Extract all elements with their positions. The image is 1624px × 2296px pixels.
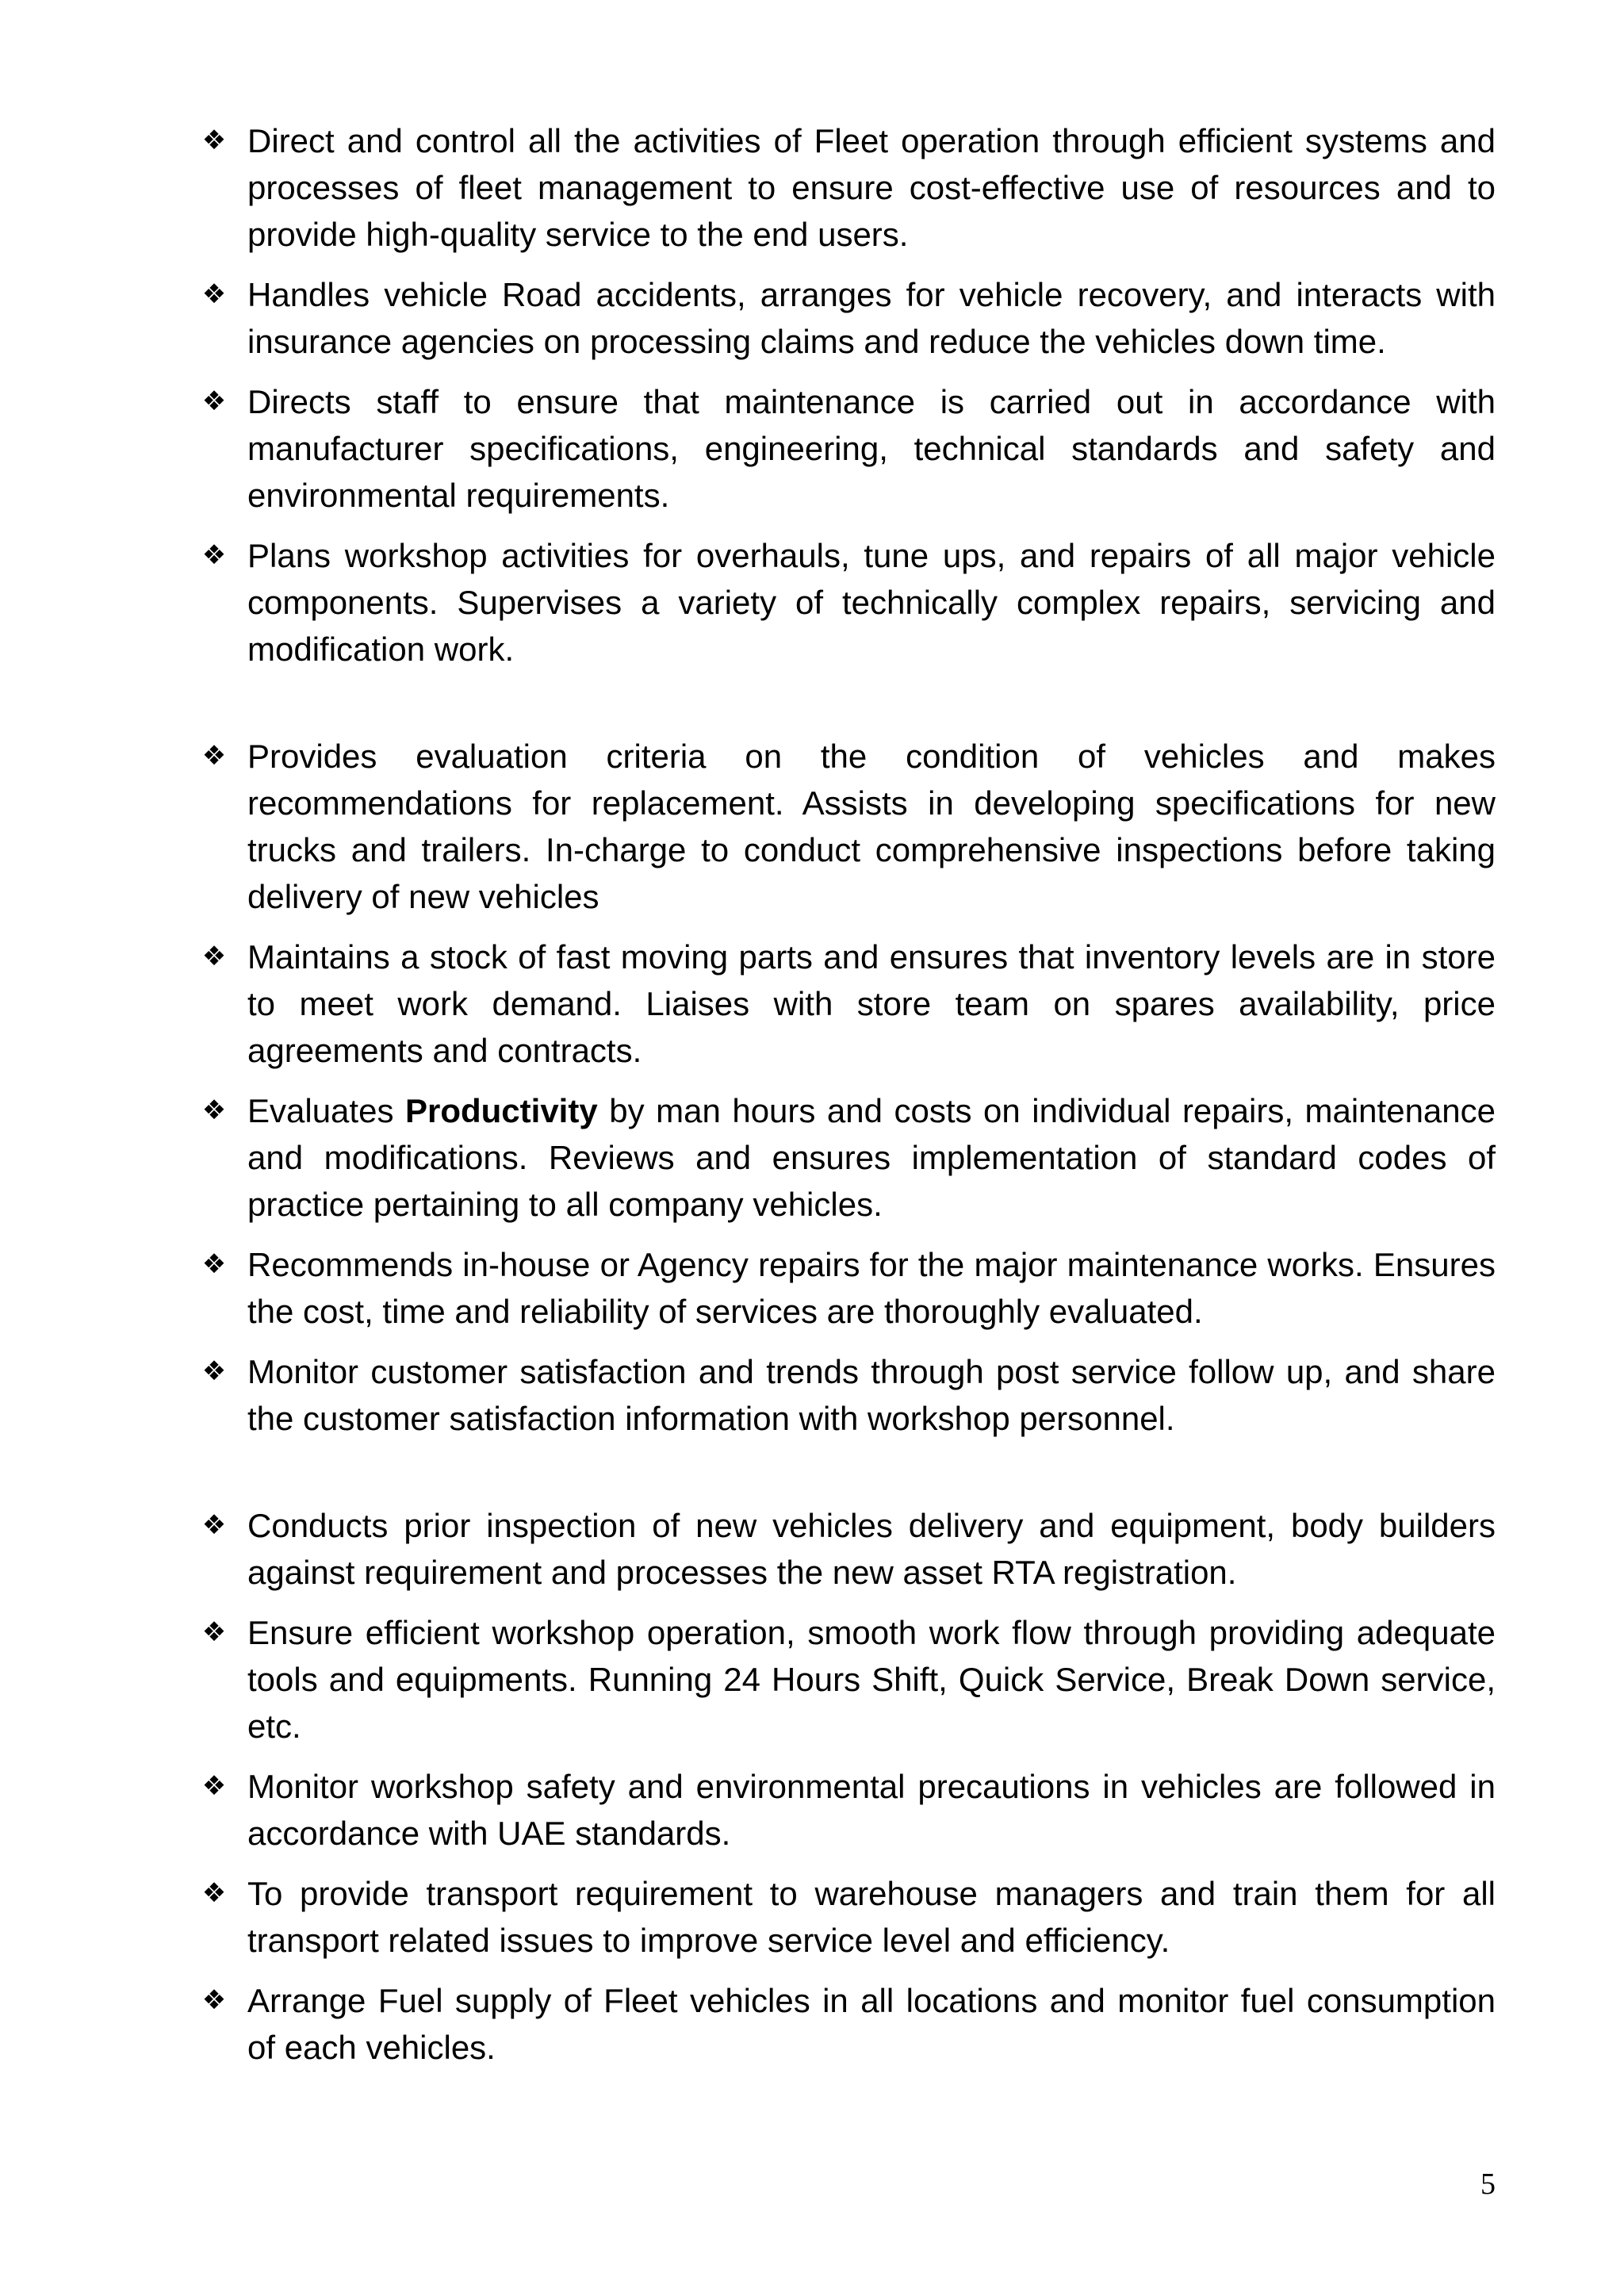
list-item	[198, 1348, 1496, 1442]
four-diamond-bullet-icon: ❖	[201, 385, 227, 417]
list-item	[198, 1087, 1496, 1228]
list-item-text: Plans workshop activities for overhauls, tune ups, and repairs of all major vehicle components. Supervises a variety of technically complex repairs, servicing and modification work.	[247, 537, 1496, 668]
four-diamond-bullet-icon: ❖	[201, 1355, 227, 1387]
list-item	[198, 271, 1496, 365]
list-item	[198, 532, 1496, 673]
list-item	[198, 1609, 1496, 1750]
four-diamond-bullet-icon: ❖	[201, 1509, 227, 1541]
four-diamond-bullet-icon: ❖	[201, 125, 227, 156]
list-item-text: To provide transport requirement to warehouse managers and train them for all transport related issues to improve service level and efficiency.	[247, 1875, 1496, 1959]
list-item-text-rest: by man hours and costs on individual repairs, maintenance and modifications. Reviews and ensures implementation of standard codes of practice pertaining to all company vehicles.	[247, 1092, 1496, 1223]
four-diamond-bullet-icon: ❖	[201, 1877, 227, 1909]
list-item	[198, 1763, 1496, 1857]
list-item	[198, 117, 1496, 258]
four-diamond-bullet-icon: ❖	[201, 539, 227, 571]
page-number: 5	[1480, 2168, 1496, 2201]
list-item-text: Directs staff to ensure that maintenance is carried out in accordance with manufacturer specifications, engineering, technical standards and safety and environmental requirements.	[247, 383, 1496, 514]
four-diamond-bullet-icon: ❖	[201, 278, 227, 310]
responsibilities-list	[198, 117, 1496, 2084]
productivity-emphasis: Productivity	[404, 1092, 598, 1129]
list-item-text: Arrange Fuel supply of Fleet vehicles in all locations and monitor fuel consumption of each vehicles.	[247, 1982, 1496, 2066]
four-diamond-bullet-icon: ❖	[201, 1616, 227, 1648]
four-diamond-bullet-icon: ❖	[201, 740, 227, 772]
four-diamond-bullet-icon: ❖	[201, 1248, 227, 1280]
list-item-text: Provides evaluation criteria on the condition of vehicles and makes recommendations for replacement. Assists in developing specifications for new trucks and trailers. In-charge to conduct comprehensive inspections before taking delivery of new vehicles	[247, 738, 1496, 915]
list-item	[198, 378, 1496, 519]
list-item	[198, 1241, 1496, 1335]
list-item	[198, 1870, 1496, 1964]
four-diamond-bullet-icon: ❖	[201, 1984, 227, 2016]
list-item-text: Ensure efficient workshop operation, smooth work flow through providing adequate tools and equipments. Running 24 Hours Shift, Quick Service, Break Down service, etc.	[247, 1614, 1496, 1745]
four-diamond-bullet-icon: ❖	[201, 941, 227, 972]
list-item-text: Conducts prior inspection of new vehicles delivery and equipment, body builders against requirement and processes the new asset RTA registration.	[247, 1507, 1496, 1591]
list-item-text-lead: Evaluates	[247, 1092, 405, 1129]
list-item-text: Recommends in-house or Agency repairs for the major maintenance works. Ensures the cost, time and reliability of services are thoroughly evaluated.	[247, 1246, 1496, 1330]
list-item-text: Direct and control all the activities of Fleet operation through efficient systems and processes of fleet management to ensure cost-effective use of resources and to provide high-quality service to the end users.	[247, 122, 1496, 253]
list-item	[198, 733, 1496, 920]
list-item-text	[247, 1092, 1496, 1223]
list-item	[198, 933, 1496, 1074]
list-item-text: Monitor workshop safety and environmental precautions in vehicles are followed in accordance with UAE standards.	[247, 1768, 1496, 1852]
list-item	[198, 1502, 1496, 1596]
list-item-text: Handles vehicle Road accidents, arranges for vehicle recovery, and interacts with insurance agencies on processing claims and reduce the vehicles down time.	[247, 276, 1496, 360]
four-diamond-bullet-icon: ❖	[201, 1770, 227, 1802]
list-item	[198, 1977, 1496, 2071]
list-item-text: Monitor customer satisfaction and trends through post service follow up, and share the customer satisfaction information with workshop personnel.	[247, 1353, 1496, 1437]
list-item-text: Maintains a stock of fast moving parts and ensures that inventory levels are in store to meet work demand. Liaises with store team on spares availability, price agreements and contracts.	[247, 938, 1496, 1069]
four-diamond-bullet-icon: ❖	[201, 1094, 227, 1126]
